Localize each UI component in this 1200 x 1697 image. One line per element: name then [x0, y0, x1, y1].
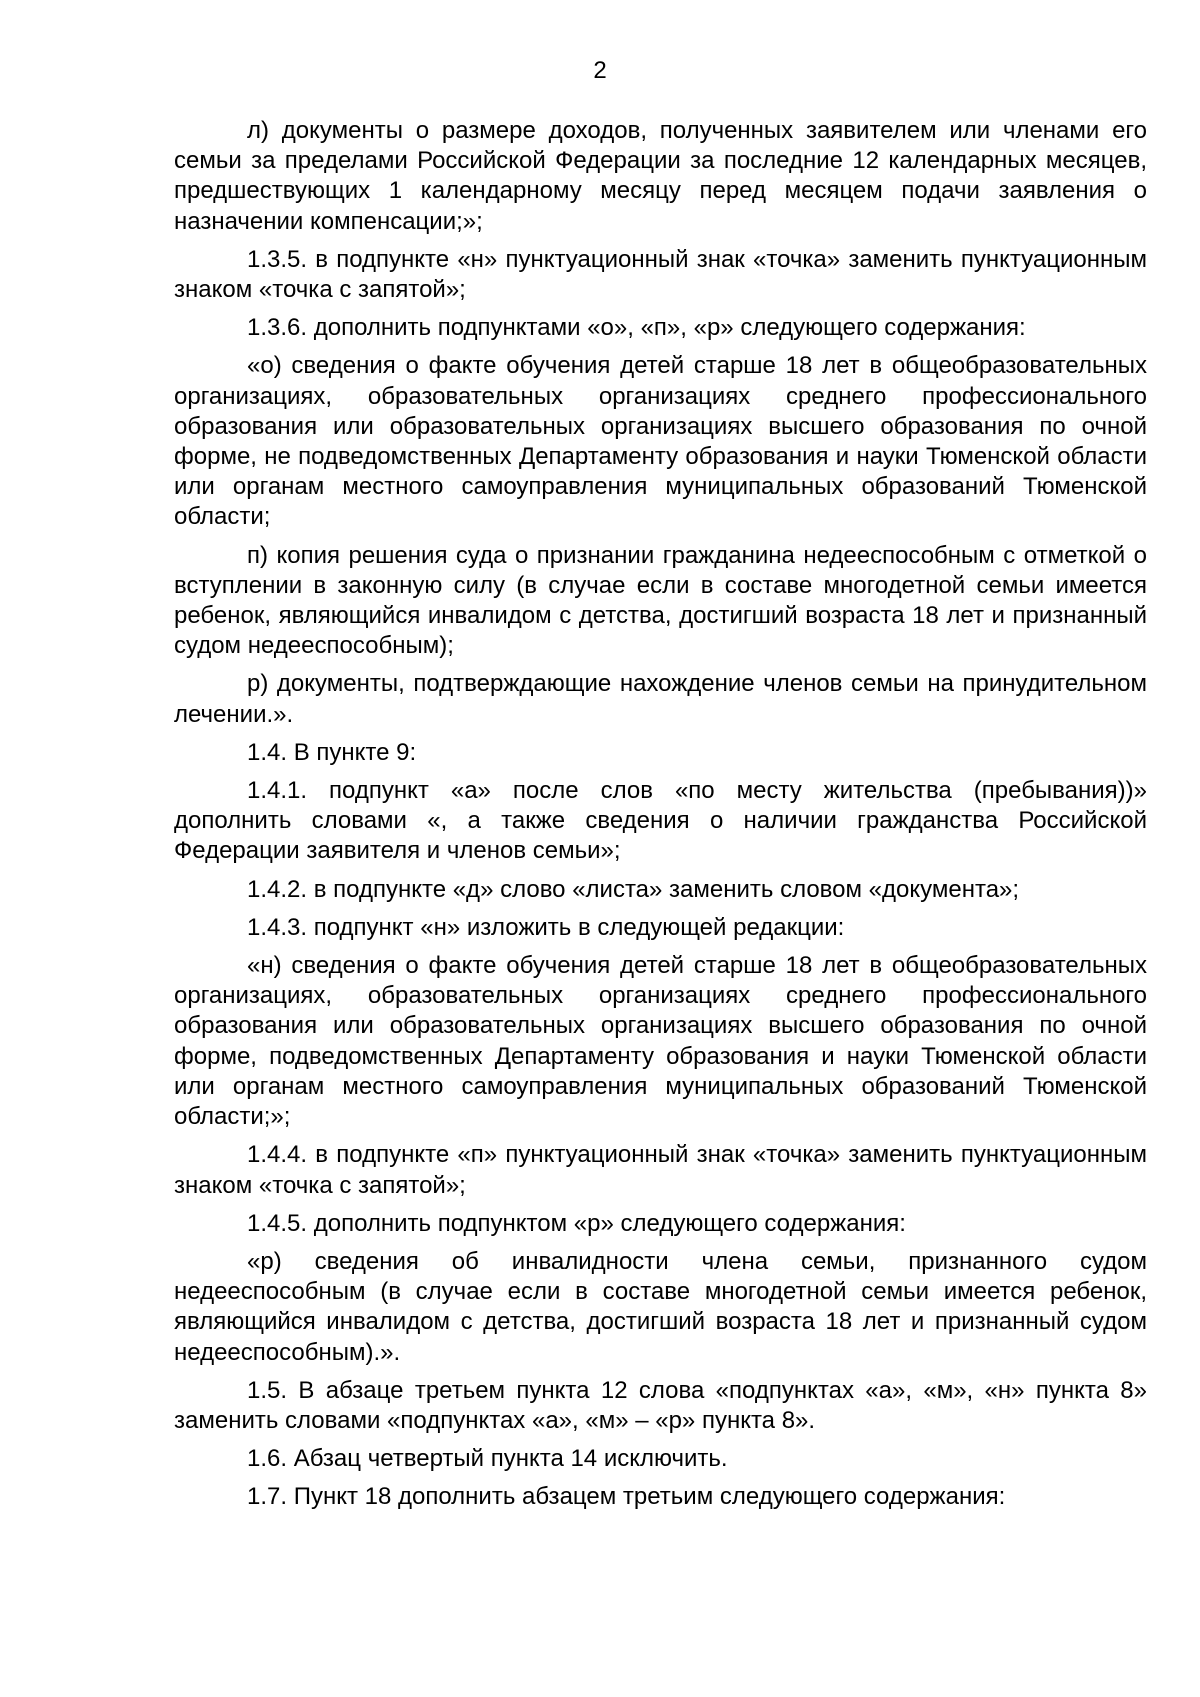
paragraph: «н) сведения о факте обучения детей старше 18 лет в общеобразовательных организациях, образовательных организациях среднего профессионального образования или образовательных организациях высшего образования по очной форме, подведомственных Департаменту образования и науки Тюменской области или органам местного самоуправления муниципальных образований Тюменской области;»; [174, 952, 1147, 1131]
paragraph: 1.4.4. в подпункте «п» пунктуационный знак «точка» заменить пунктуационным знаком «точка с запятой»; [174, 1141, 1147, 1199]
paragraph: 1.3.5. в подпункте «н» пунктуационный знак «точка» заменить пунктуационным знаком «точка с запятой»; [174, 245, 1147, 304]
paragraph: 1.5. В абзаце третьем пункта 12 слова «подпунктах «а», «м», «н» пункта 8» заменить словами «подпунктах «а», «м» – «р» пункта 8». [174, 1376, 1147, 1434]
paragraph: 1.6. Абзац четвертый пункта 14 исключить. [247, 1445, 728, 1473]
page-number: 2 [593, 57, 607, 84]
document-body [174, 116, 1147, 1521]
paragraph: р) документы, подтверждающие нахождение членов семьи на принудительном лечении.». [174, 670, 1147, 728]
paragraph: «о) сведения о факте обучения детей старше 18 лет в общеобразовательных организациях, образовательных организациях среднего профессионального образования или образовательных организациях высшего образования по очной форме, не подведомственных Департаменту образования и науки Тюменской области или органам местного самоуправления муниципальных образований Тюменской области; [174, 352, 1147, 531]
paragraph: 1.7. Пункт 18 дополнить абзацем третьим следующего содержания: [247, 1483, 1006, 1511]
paragraph: 1.4. В пункте 9: [247, 738, 417, 766]
paragraph: 1.4.5. дополнить подпунктом «р» следующего содержания: [247, 1209, 906, 1237]
paragraph: 1.4.1. подпункт «а» после слов «по месту жительства (пребывания))» дополнить словами «, а также сведения о наличии гражданства Российской Федерации заявителя и членов семьи»; [174, 777, 1147, 865]
paragraph: п) копия решения суда о признании гражданина недееспособным с отметкой о вступлении в законную силу (в случае если в составе многодетной семьи имеется ребенок, являющийся инвалидом с детства, достигший возраста 18 лет и признанный судом недееспособным); [174, 541, 1147, 660]
paragraph: 1.4.3. подпункт «н» изложить в следующей редакции: [247, 913, 845, 941]
paragraph: л) документы о размере доходов, полученных заявителем или членами его семьи за пределами Российской Федерации за последние 12 календарных месяцев, предшествующих 1 календарному месяцу перед месяцем подачи заявления о назначении компенсации;»; [174, 117, 1147, 235]
paragraph: «р) сведения об инвалидности члена семьи, признанного судом недееспособным (в случае если в составе многодетной семьи имеется ребенок, являющийся инвалидом с детства, достигший возраста 18 лет и признанный судом недееспособным).». [174, 1247, 1147, 1366]
paragraph: 1.3.6. дополнить подпунктами «о», «п», «р» следующего содержания: [247, 314, 1026, 342]
paragraph: 1.4.2. в подпункте «д» слово «листа» заменить словом «документа»; [247, 875, 1020, 903]
